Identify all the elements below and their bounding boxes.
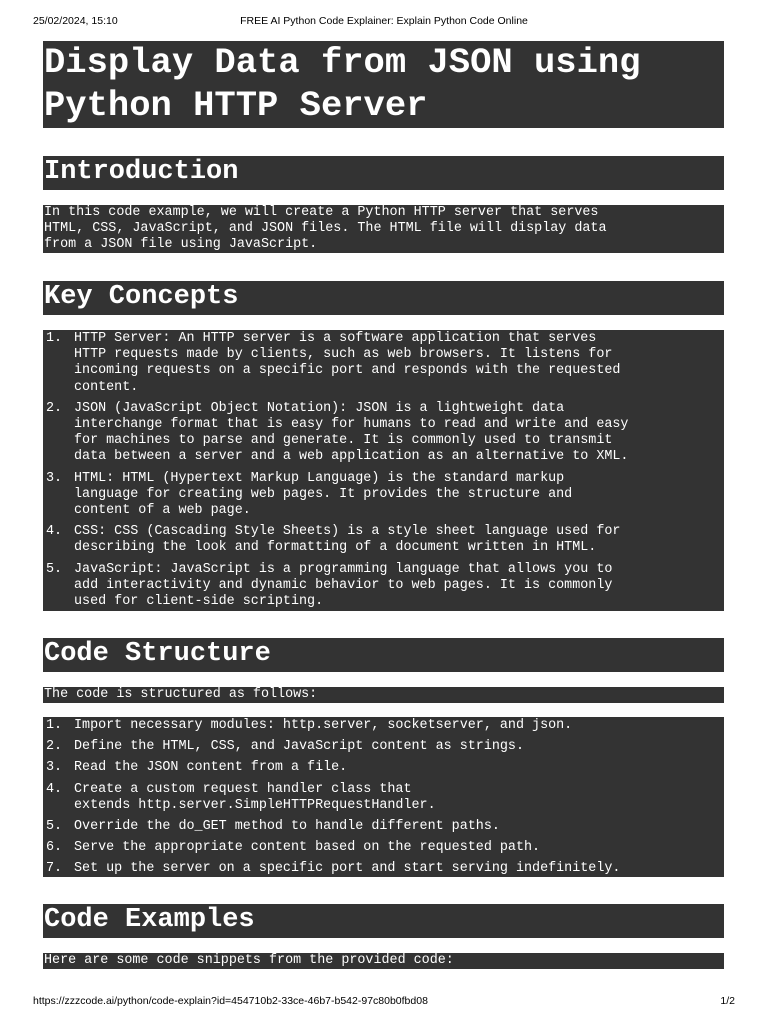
list-item [43, 524, 724, 556]
list-item-line: HTML: HTML (Hypertext Markup Language) is the standard markup [74, 470, 565, 486]
list-item-number: 5. [46, 819, 63, 835]
list-item [43, 861, 724, 877]
list-item-number: 4. [46, 781, 63, 797]
list-item-line: Create a custom request handler class that [74, 781, 412, 797]
list-item-line: JSON (JavaScript Object Notation): JSON is a lightweight data [74, 400, 565, 416]
list-item-line: add interactivity and dynamic behavior to web pages. It is commonly [74, 577, 613, 593]
list-item-line: language for creating web pages. It provides the structure and [74, 486, 573, 502]
list-item-number: 3. [46, 760, 63, 776]
code-examples-intro: Here are some code snippets from the provided code: [43, 953, 724, 969]
print-header [33, 15, 735, 29]
list-item-line: Read the JSON content from a file. [74, 760, 348, 776]
list-item-number: 2. [46, 400, 63, 416]
list-item [43, 471, 724, 520]
list-item [43, 819, 724, 835]
list-item [43, 739, 724, 755]
code-structure-intro: The code is structured as follows: [43, 687, 724, 703]
list-item-line: interchange format that is easy for humans to read and write and easy [74, 417, 629, 433]
list-item-line: Override the do_GET method to handle different paths. [74, 819, 500, 835]
code-structure-list [43, 717, 724, 877]
list-item-line: Import necessary modules: http.server, socketserver, and json. [74, 718, 573, 733]
heading-code-examples: Code Examples [43, 904, 724, 938]
list-item [43, 760, 724, 776]
list-item-line: JavaScript: JavaScript is a programming language that allows you to [74, 561, 613, 577]
introduction-paragraph [43, 205, 724, 253]
paragraph-line: HTML, CSS, JavaScript, and JSON files. The HTML file will display data [44, 221, 607, 237]
list-item-line: content. [74, 379, 139, 395]
print-url: https://zzzcode.ai/python/code-explain?id=454710b2-33ce-46b7-b542-97c80b0fbd08 [33, 995, 428, 1007]
paragraph-line: In this code example, we will create a Python HTTP server that serves [44, 205, 599, 220]
list-item-number: 6. [46, 840, 63, 856]
list-item [43, 840, 724, 856]
list-item-line: Set up the server on a specific port and start serving indefinitely. [74, 861, 621, 877]
document-title: Display Data from JSON using Python HTTP Server [43, 41, 724, 128]
list-item-line: CSS: CSS (Cascading Style Sheets) is a style sheet language used for [74, 524, 621, 540]
list-item-line: Serve the appropriate content based on the requested path. [74, 840, 541, 856]
list-item [43, 782, 724, 814]
list-item-number: 2. [46, 739, 63, 755]
print-datetime: 25/02/2024, 15:10 [33, 15, 118, 27]
list-item-line: content of a web page. [74, 503, 251, 519]
list-item [43, 562, 724, 611]
list-item-line: extends http.server.SimpleHTTPRequestHandler. [74, 797, 436, 813]
key-concepts-list [43, 330, 724, 611]
list-item [43, 401, 724, 466]
paragraph-line: from a JSON file using JavaScript. [44, 237, 318, 253]
list-item-line: incoming requests on a specific port and responds with the requested [74, 363, 621, 379]
list-item-number: 5. [46, 561, 63, 577]
list-item-line: HTTP requests made by clients, such as web browsers. It listens for [74, 347, 613, 363]
print-page-number: 1/2 [720, 995, 735, 1007]
list-item-number: 4. [46, 524, 63, 540]
heading-introduction: Introduction [43, 156, 724, 190]
list-item-line: for machines to parse and generate. It is commonly used to transmit [74, 433, 613, 449]
list-item-number: 3. [46, 470, 63, 486]
list-item-line: Define the HTML, CSS, and JavaScript content as strings. [74, 739, 524, 755]
list-item-number: 1. [46, 331, 63, 346]
heading-code-structure: Code Structure [43, 638, 724, 672]
print-footer [33, 995, 735, 1009]
list-item-line: describing the look and formatting of a document written in HTML. [74, 540, 597, 556]
list-item-number: 7. [46, 861, 63, 877]
print-page-title: FREE AI Python Code Explainer: Explain Python Code Online [240, 15, 528, 27]
list-item-line: used for client-side scripting. [74, 594, 324, 610]
list-item-line: HTTP Server: An HTTP server is a software application that serves [74, 331, 597, 346]
list-item-number: 1. [46, 718, 63, 733]
heading-key-concepts: Key Concepts [43, 281, 724, 315]
list-item [43, 331, 724, 396]
list-item [43, 718, 724, 734]
list-item-line: data between a server and a web application as an alternative to XML. [74, 449, 629, 465]
